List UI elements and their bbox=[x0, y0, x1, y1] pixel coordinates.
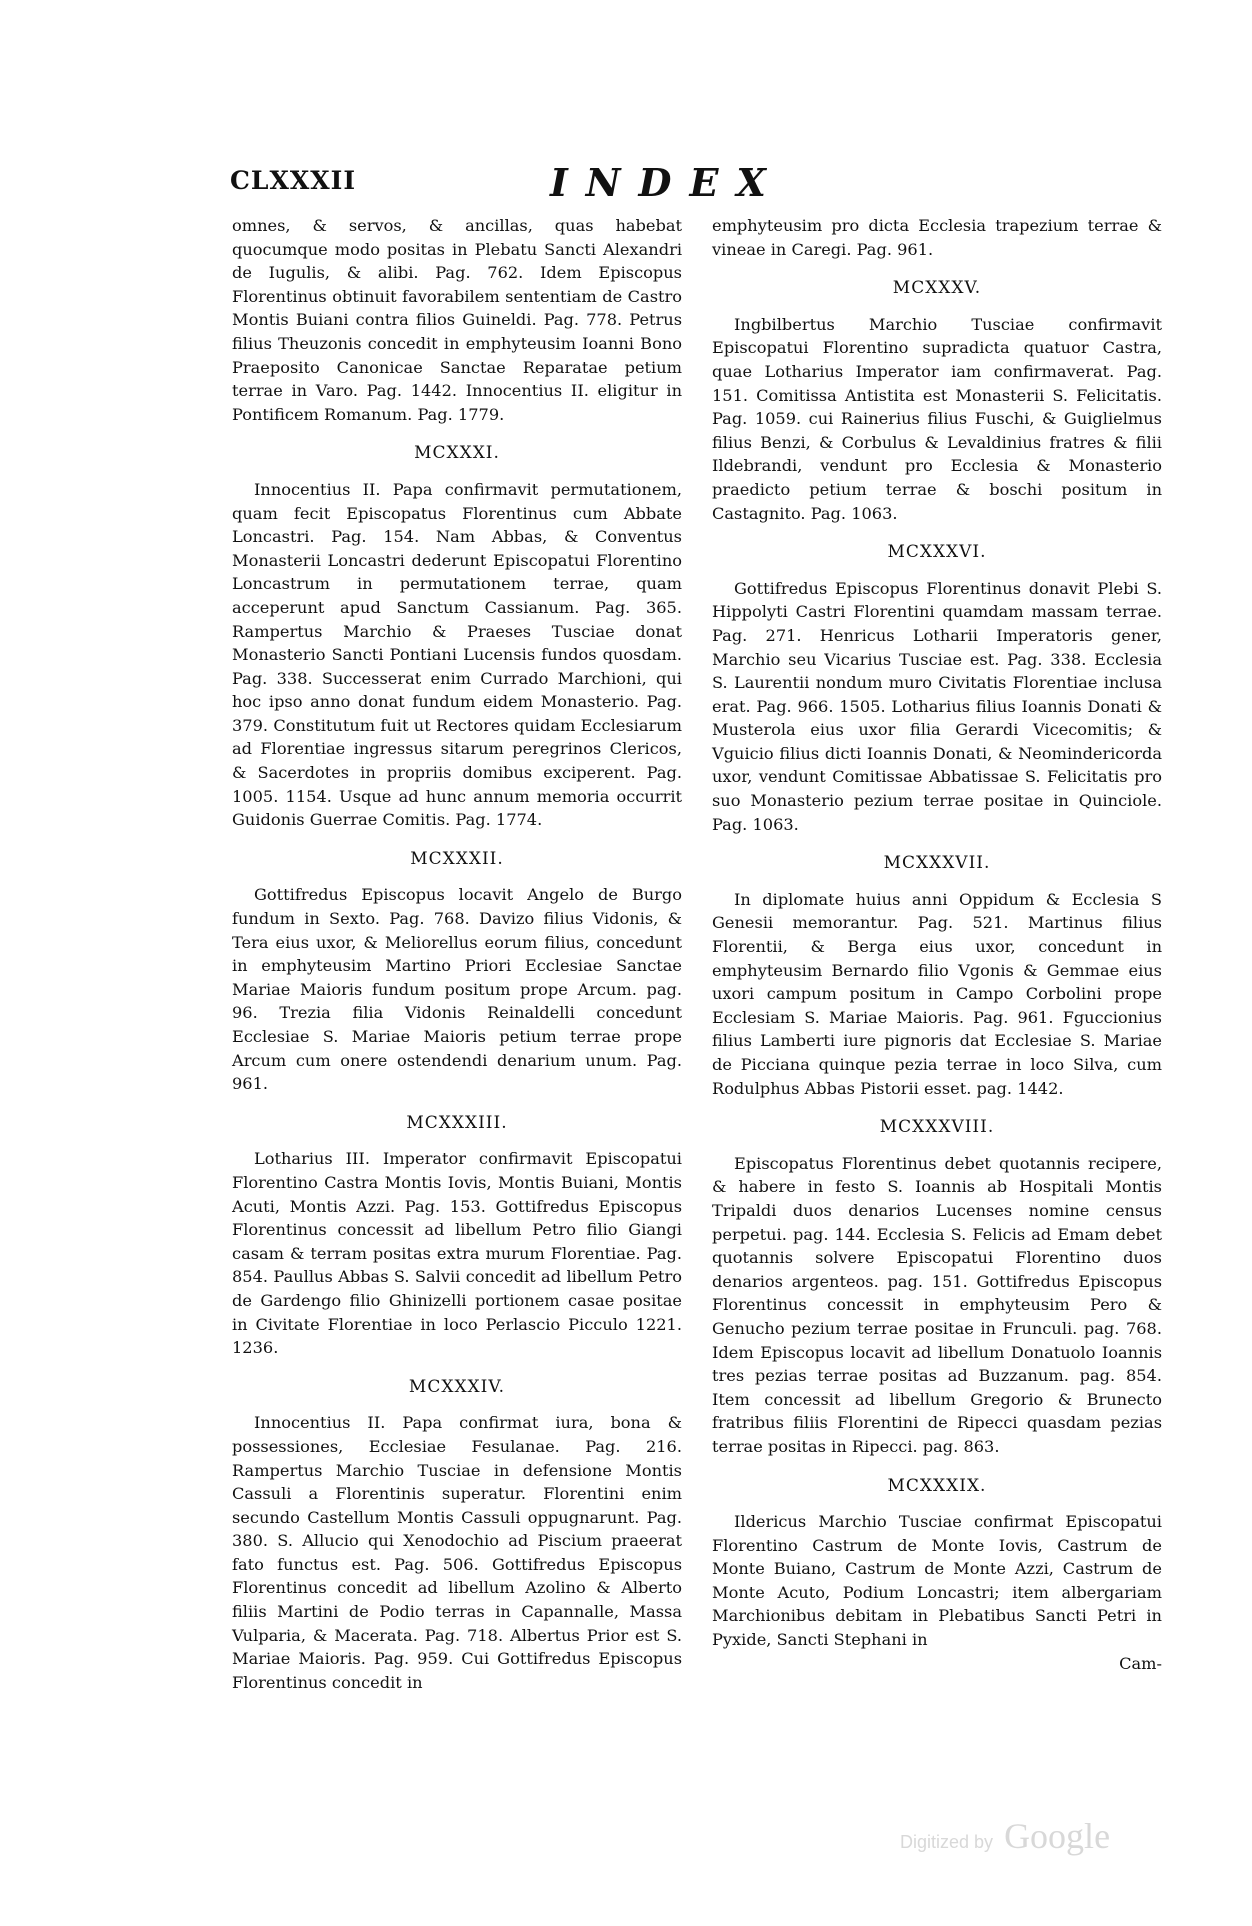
entry-mcxxxvi: Gottifredus Episcopus Florentinus donavit Plebi S. Hippolyti Castri Florentini quamdam massam terrae. Pag. 271. Henricus Lotharii Imperatoris gener, Marchio seu Vicarius Tusciae est. Pag. 338. Ecclesia S. Laurentii nondum muro Civitatis Florentiae inclusa erat. Pag. 966. 1505. Lotharius filius Ioannis Donati & Musterola eius uxor filia Gerardi Vicecomitis; & Vguicio filius dicti Ioannis Donati, & Neomindericorda uxor, vendunt Comitissae Abbatissae S. Felicitatis pro suo Monasterio pezium terrae positae in Quinciole. Pag. 1063. bbox=[712, 578, 1162, 834]
watermark-brand: Google bbox=[1004, 1816, 1111, 1856]
year-heading-mcxxxiv: MCXXXIV. bbox=[408, 1376, 506, 1397]
catchword: Cam- bbox=[1119, 1653, 1162, 1673]
entry-mcxxxii: Gottifredus Episcopus locavit Angelo de Burgo fundum in Sexto. Pag. 768. Davizo filius Vidonis, & Tera eius uxor, & Meliorellus eorum filius, concedunt in emphyteusim Martino Priori Ecclesiae Sanctae Mariae Maioris fundum positum prope Arcum. pag. 96. Trezia filia Vidonis Reinaldelli concedunt Ecclesiae S. Mariae Maioris petium terrae prope Arcum cum onere ostendendi denarium unum. Pag. 961. bbox=[232, 885, 682, 1094]
year-heading-mcxxxi: MCXXXI. bbox=[414, 443, 500, 464]
page-title: INDEX bbox=[550, 160, 784, 205]
left-intro-text: omnes, & servos, & ancillas, quas habebat quocumque modo positas in Plebatu Sancti Alexandri de Iugulis, & alibi. Pag. 762. Idem Episcopus Florentinus obtinuit favorabilem sententiam de Castro Montis Buiani contra filios Guineldi. Pag. 778. Petrus filius Theuzonis concedit in emphyteusim Ioanni Bono Praeposito Canonicae Sanctae Reparatae petium terrae in Varo. Pag. 1442. Innocentius II. eligitur in Pontificem Romanum. Pag. 1779. bbox=[232, 216, 682, 424]
entry-mcxxxviii: Episcopatus Florentinus debet quotannis recipere, & habere in festo S. Ioannis ab Hospitali Montis Tripaldi duos denarios Lucenses nomine census perpetui. pag. 144. Ecclesia S. Felicis ad Emam debet quotannis solvere Episcopatui Florentino duos denarios argenteos. pag. 151. Gottifredus Episcopus Florentinus concessit in emphyteusim Pero & Genucho pezium terrae positae in Frunculi. pag. 768. Idem Episcopus locavit ad libellum Donatuolo Ioannis tres pezias terrae positas ad Buzzanum. pag. 854. Item concessit ad libellum Gregorio & Brunecto fratribus filiis Florentini de Ripecci quasdam pezias terrae positas in Ripecci. pag. 863. bbox=[712, 1153, 1162, 1456]
left-column bbox=[232, 214, 682, 1694]
year-heading-mcxxxvii: MCXXXVII. bbox=[883, 853, 991, 874]
entry-mcxxxvii: In diplomate huius anni Oppidum & Ecclesia S Genesii memorantur. Pag. 521. Martinus filius Florentii, & Berga eius uxor, concedunt in emphyteusim Bernardo filio Vgonis & Gemmae eius uxori campum positum in Campo Corbolini prope Ecclesiam S. Mariae Maioris. Pag. 961. Fguccionius filius Lamberti iure pignoris dat Ecclesiae S. Mariae de Picciana quinque pezia terrae in loco Silva, cum Rodulphus Abbas Pistorii esset. pag. 1442. bbox=[712, 889, 1162, 1098]
year-heading-mcxxxix: MCXXXIX. bbox=[887, 1475, 987, 1496]
entry-mcxxxi: Innocentius II. Papa confirmavit permutationem, quam fecit Episcopatus Florentinus cum Abbate Loncastri. Pag. 154. Nam Abbas, & Conventus Monasterii Loncastri dederunt Episcopatui Florentino Loncastrum in permutationem terrae, quam acceperunt apud Sanctum Cassianum. Pag. 365. Rampertus Marchio & Praeses Tusciae donat Monasterio Sancti Pontiani Lucensis fundos quosdam. Pag. 338. Successerat enim Currado Marchioni, qui hoc ipso anno donat fundum eidem Monasterio. Pag. 379. Constitutum fuit ut Rectores quidam Ecclesiarum ad Florentiae ingressus sitarum peregrinos Clericos, & Sacerdotes in propriis domibus exciperent. Pag. 1005. 1154. Usque ad hunc annum memoria occurrit Guidonis Guerrae Comitis. Pag. 1774. bbox=[232, 479, 682, 830]
entry-mcxxxiv: Innocentius II. Papa confirmat iura, bona & possessiones, Ecclesiae Fesulanae. Pag. 216. Rampertus Marchio Tusciae in defensione Montis Cassuli a Florentinis superatur. Florentini enim secundo Castellum Montis Cassuli oppugnarunt. Pag. 380. S. Allucio qui Xenodochio ad Piscium praeerat fato functus est. Pag. 506. Gottifredus Episcopus Florentinus concedit ad libellum Azolino & Alberto filiis Martini de Podio terras in Capannalle, Massa Vulparia, & Macerata. Pag. 718. Albertus Prior est S. Mariae Maioris. Pag. 959. Cui Gottifredus Episcopus Florentinus concedit in bbox=[232, 1413, 682, 1692]
page-number: CLXXXII bbox=[230, 166, 357, 195]
entry-mcxxxv: Ingbilbertus Marchio Tusciae confirmavit Episcopatui Florentino supradicta quatuor Castra, quae Lotharius Imperator iam confirmaverat. Pag. 151. Comitissa Antistita est Monasterii S. Felicitatis. Pag. 1059. cui Rainerius filius Fuschi, & Guiglielmus filius Benzi, & Corbulus & Levaldinius fratres & filii Ildebrandi, vendunt pro Ecclesia & Monasterio praedicto petium terrae & boschi positum in Castagnito. Pag. 1063. bbox=[712, 314, 1162, 523]
year-heading-mcxxxvi: MCXXXVI. bbox=[887, 542, 987, 563]
year-heading-mcxxxviii: MCXXXVIII. bbox=[879, 1117, 995, 1138]
right-column bbox=[712, 214, 1162, 1675]
digitized-watermark bbox=[900, 1815, 1110, 1857]
year-heading-mcxxxv: MCXXXV. bbox=[892, 278, 982, 299]
entry-mcxxxix: Ildericus Marchio Tusciae confirmat Episcopatui Florentino Castrum de Monte Iovis, Castrum de Monte Buiano, Castrum de Monte Azzi, Castrum de Monte Acuto, Podium Loncastri; item albergariam Marchionibus debitam in Plebatibus Sancti Petri in Pyxide, Sancti Stephani in bbox=[712, 1512, 1162, 1650]
year-heading-mcxxxii: MCXXXII. bbox=[410, 848, 504, 869]
watermark-prefix: Digitized by bbox=[900, 1832, 994, 1852]
year-heading-mcxxxiii: MCXXXIII. bbox=[406, 1112, 508, 1133]
right-intro-text: emphyteusim pro dicta Ecclesia trapezium terrae & vineae in Caregi. Pag. 961. bbox=[712, 216, 1162, 259]
entry-mcxxxiii: Lotharius III. Imperator confirmavit Episcopatui Florentino Castra Montis Iovis, Montis Buiani, Montis Acuti, Montis Azzi. Pag. 153. Gottifredus Episcopus Florentinus concessit ad libellum Petro filio Giangi casam & terram positas extra murum Florentiae. Pag. 854. Paullus Abbas S. Salvii concedit ad libellum Petro de Gardengo filio Ghinizelli portionem casae positae in Civitate Florentiae in loco Perlascio Picculo 1221. 1236. bbox=[232, 1149, 682, 1358]
page-header bbox=[230, 160, 830, 208]
